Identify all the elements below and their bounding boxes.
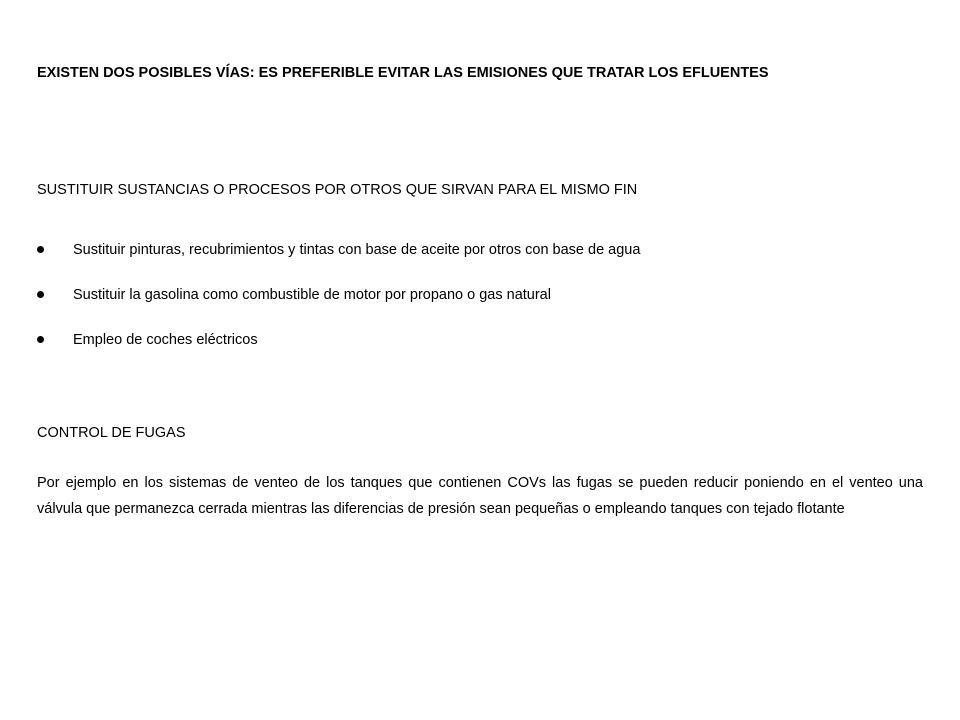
bullet-item	[37, 330, 923, 350]
bullet-dot-icon	[37, 336, 44, 343]
bullet-list	[37, 240, 923, 375]
slide-heading: EXISTEN DOS POSIBLES VÍAS: ES PREFERIBLE EVITAR LAS EMISIONES QUE TRATAR LOS EFLUENTES	[37, 65, 769, 81]
body-paragraph: Por ejemplo en los sistemas de venteo de los tanques que contienen COVs las fugas se pueden reducir poniendo en el venteo una válvula que permanezca cerrada mientras las diferencias de presión sean pequeñas o empleando tanques con tejado flotante	[37, 475, 923, 517]
section-title-control-fugas: CONTROL DE FUGAS	[37, 425, 186, 441]
bullet-text: Sustituir pinturas, recubrimientos y tintas con base de aceite por otros con base de agua	[73, 242, 641, 258]
bullet-item	[37, 285, 923, 305]
bullet-text: Sustituir la gasolina como combustible de motor por propano o gas natural	[73, 287, 551, 303]
bullet-dot-icon	[37, 291, 44, 298]
bullet-text: Empleo de coches eléctricos	[73, 332, 258, 348]
bullet-dot-icon	[37, 246, 44, 253]
bullet-item	[37, 240, 923, 260]
section-title-sustitucion: SUSTITUIR SUSTANCIAS O PROCESOS POR OTROS QUE SIRVAN PARA EL MISMO FIN	[37, 182, 638, 198]
